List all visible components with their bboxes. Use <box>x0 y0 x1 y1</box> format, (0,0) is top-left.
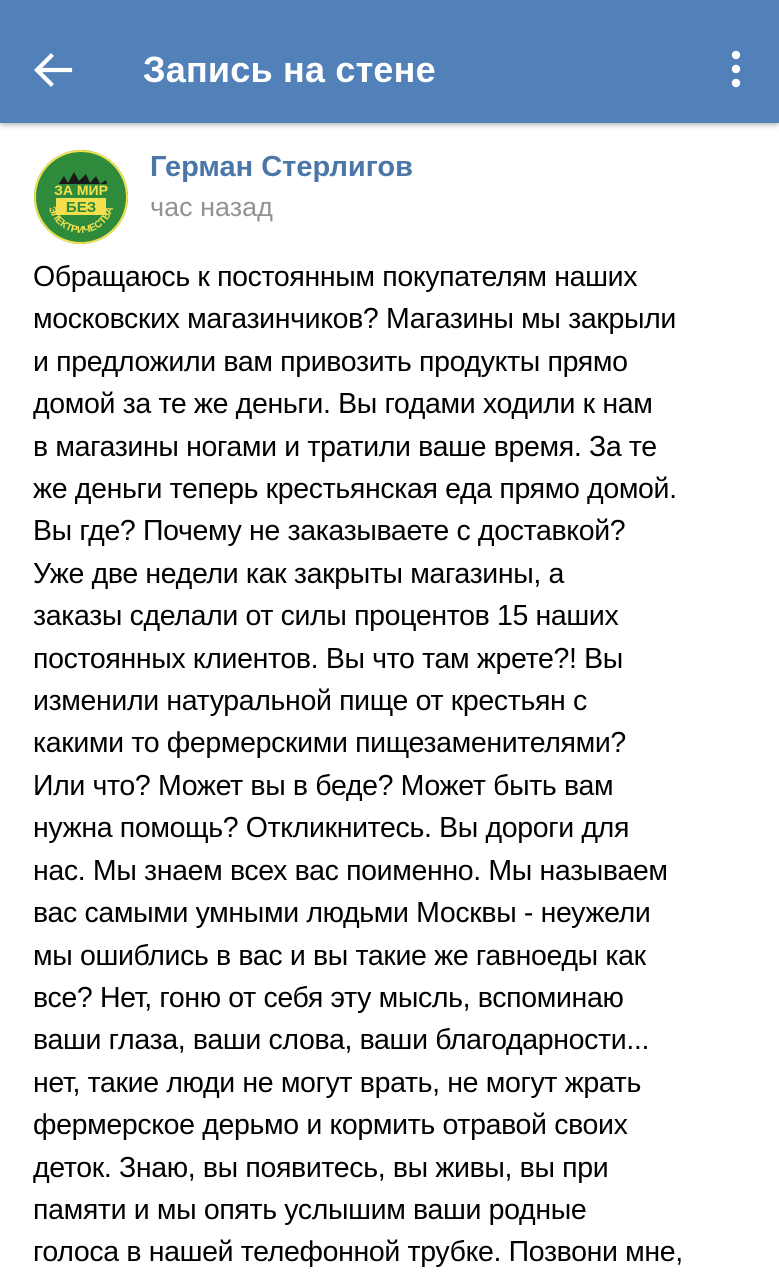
author-name-link[interactable]: Герман Стерлигов <box>150 151 413 183</box>
arrow-left-icon <box>22 42 82 98</box>
page-title: Запись на стене <box>143 49 436 90</box>
post-text-line: нет, такие люди не могут врать, не могут жрать <box>33 1066 641 1099</box>
avatar-text-top: ЗА МИР <box>54 182 108 198</box>
post-text-line: голоса в нашей телефонной трубке. Позвони мне, <box>33 1236 683 1269</box>
post-text-line: в магазины ногами и тратили ваше время. За те <box>33 430 657 463</box>
post-timestamp[interactable]: час назад <box>150 192 273 222</box>
wall-post <box>0 123 779 1280</box>
post-text-line: заказы сделали от силы процентов 15 наших <box>33 600 619 633</box>
post-text-line: вас самыми умными людьми Москвы - неужели <box>33 897 651 930</box>
post-text-line: деток. Знаю, вы появитесь, вы живы, вы при <box>33 1151 609 1184</box>
post-text <box>33 256 763 1274</box>
post-text-line: мы ошиблись в вас и вы такие же гавноеды как <box>33 939 646 972</box>
author-avatar[interactable] <box>34 150 128 244</box>
post-text-line: Или что? Может вы в беде? Может быть вам <box>33 769 614 802</box>
post-text-line: изменили натуральной пище от крестьян с <box>33 685 587 718</box>
post-text-line: и предложили вам привозить продукты прямо <box>33 345 628 378</box>
more-vertical-icon <box>716 42 756 98</box>
community-logo-icon <box>34 150 128 244</box>
avatar-text-bottom: ЭЛЕКТРИЧЕСТВА <box>45 205 117 237</box>
post-text-line: московских магазинчиков? Магазины мы закрыли <box>33 303 676 336</box>
more-options-button[interactable] <box>716 42 756 98</box>
post-text-line: все? Нет, гоню от себя эту мысль, вспоминаю <box>33 981 624 1014</box>
post-text-line: какими то фермерскими пищезаменителями? <box>33 727 626 760</box>
post-text-line: ваши глаза, ваши слова, ваши благодарности... <box>33 1024 650 1057</box>
post-text-line: домой за те же деньги. Вы годами ходили к нам <box>33 388 653 421</box>
post-text-line: постоянных клиентов. Вы что там жрете?! Вы <box>33 642 623 675</box>
back-button[interactable] <box>22 42 82 98</box>
top-app-bar <box>0 0 779 123</box>
post-text-line: же деньги теперь крестьянская еда прямо домой. <box>33 473 677 506</box>
post-text-line: нужна помощь? Откликнитесь. Вы дороги для <box>33 812 630 845</box>
post-text-line: фермерское дерьмо и кормить отравой своих <box>33 1109 628 1142</box>
post-text-line: Вы где? Почему не заказываете с доставкой? <box>33 515 626 548</box>
post-text-line: Уже две недели как закрыты магазины, а <box>33 557 565 590</box>
avatar-text-middle: БЕЗ <box>65 199 97 216</box>
post-text-line: памяти и мы опять услышим ваши родные <box>33 1193 587 1226</box>
post-text-line: нас. Мы знаем всех вас поименно. Мы называем <box>33 854 668 887</box>
post-text-line: Обращаюсь к постоянным покупателям наших <box>33 261 638 293</box>
